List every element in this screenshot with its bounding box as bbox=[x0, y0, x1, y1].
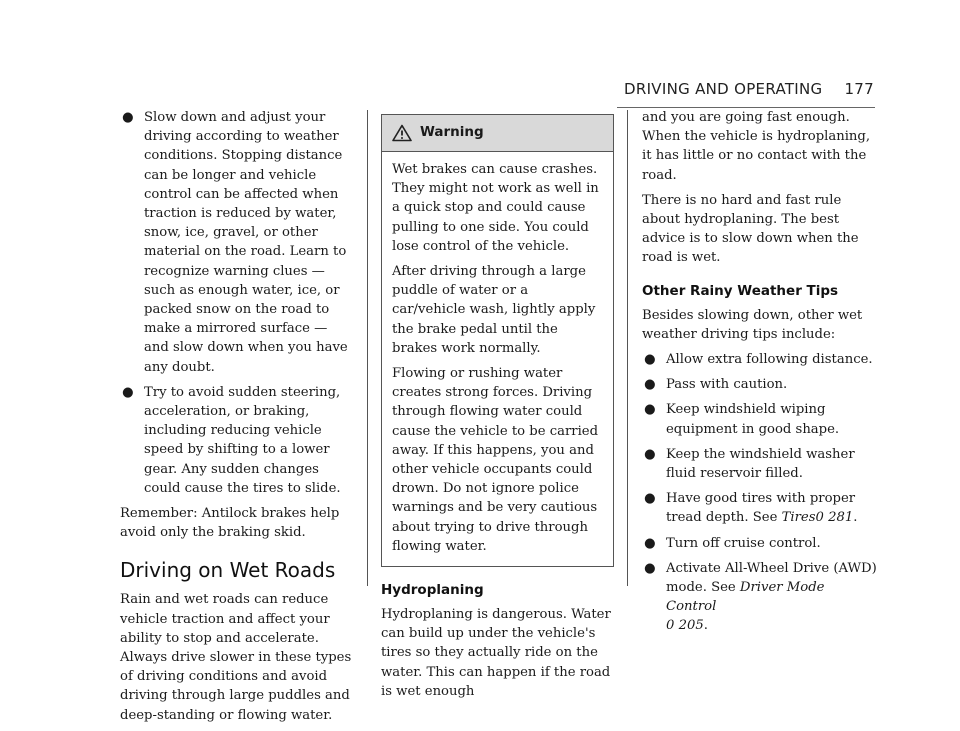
bullet-icon: ● bbox=[122, 110, 134, 125]
body-paragraph: Rain and wet roads can reduce vehicle traction and affect your ability to stop and accelerate. Always drive slower in these types of driving conditions and avoid driving through large puddles and deep-standing or flowing water. bbox=[120, 592, 352, 723]
page-header bbox=[624, 80, 874, 98]
warning-box bbox=[381, 114, 614, 567]
bullet-icon: ● bbox=[644, 446, 656, 462]
list-item: ● Pass with caution. bbox=[642, 375, 878, 394]
bullet-icon: ● bbox=[644, 377, 656, 393]
list-item: ● Activate All-Wheel Drive (AWD) mode. See Driver Mode Control 0 205. bbox=[644, 560, 877, 634]
bullet-icon: ● bbox=[644, 535, 656, 551]
tires-link[interactable]: Tires bbox=[781, 510, 816, 526]
intro-paragraph: Besides slowing down, other wet weather driving tips include: bbox=[642, 307, 863, 342]
column-2 bbox=[381, 108, 614, 707]
section-title: DRIVING AND OPERATING bbox=[624, 80, 823, 98]
column-3 bbox=[642, 108, 878, 642]
bullet-icon: ● bbox=[122, 384, 134, 400]
page-number: 177 bbox=[844, 80, 874, 98]
list-item: ● Keep windshield wiping equipment in good shape. bbox=[644, 402, 840, 437]
list-item: ● Slow down and adjust your driving according to weather conditions. Stopping distance can be longer and vehicle control can be affected when traction is reduced by water, snow, ice, gravel, or other material on the road. Learn to recognize warning clues — such as enough water, ice, or packed snow on the road to make a mirrored surface — and slow down when you have any doubt. bbox=[122, 110, 348, 375]
section-heading: Driving on Wet Roads bbox=[120, 558, 336, 583]
driver-mode-control-link[interactable]: Driver Mode Control bbox=[666, 580, 825, 615]
list-item: ● Turn off cruise control. bbox=[642, 534, 878, 553]
bullet-icon: ● bbox=[644, 402, 656, 418]
remember-note: Remember: Antilock brakes help avoid only the braking skid. bbox=[120, 506, 340, 541]
body-paragraph: There is no hard and fast rule about hydroplaning. The best advice is to slow down when the road is wet. bbox=[642, 192, 859, 266]
warning-title: Warning bbox=[420, 124, 484, 141]
bullet-list bbox=[120, 108, 356, 498]
column-1 bbox=[120, 108, 356, 731]
section-heading: Other Rainy Weather Tips bbox=[642, 282, 839, 299]
bullet-list bbox=[642, 350, 878, 636]
warning-paragraph: Wet brakes can cause crashes. They might not work as well in a quick stop and could cause pulling to one side. You could lose control of the vehicle. bbox=[392, 162, 599, 254]
bullet-icon: ● bbox=[644, 491, 656, 507]
warning-triangle-icon bbox=[392, 124, 412, 142]
list-item: ● Try to avoid sudden steering, acceleration, or braking, including reducing vehicle speed by shifting to a lower gear. Any sudden changes could cause the tires to slide. bbox=[122, 384, 341, 496]
bullet-icon: ● bbox=[644, 352, 656, 368]
warning-paragraph: Flowing or rushing water creates strong forces. Driving through flowing water could cause the vehicle to be carried away. If this happens, you and other vehicle occupants could drown. Do not ignore police warnings and be very cautious about trying to drive through flowing water. bbox=[392, 366, 599, 554]
column-divider-1 bbox=[367, 110, 368, 586]
section-heading: Hydroplaning bbox=[381, 582, 484, 599]
warning-paragraph: After driving through a large puddle of water or a car/vehicle wash, lightly apply the brake pedal until the brakes work normally. bbox=[392, 264, 596, 356]
column-divider-2 bbox=[627, 110, 628, 586]
warning-header bbox=[382, 115, 613, 152]
list-item: ● Allow extra following distance. bbox=[642, 350, 878, 369]
list-item: ● Keep the windshield washer fluid reservoir filled. bbox=[644, 446, 855, 482]
page-reference[interactable]: 0 205 bbox=[666, 618, 704, 634]
list-item: ● Have good tires with proper tread depth. See Tires0 281. bbox=[644, 491, 858, 526]
page-reference[interactable]: 0 281 bbox=[815, 510, 854, 526]
body-paragraph: and you are going fast enough. When the vehicle is hydroplaning, it has little or no contact with the road. bbox=[642, 110, 871, 183]
body-paragraph: Hydroplaning is dangerous. Water can build up under the vehicle's tires so they actually ride on the water. This can happen if the road is wet enough bbox=[381, 607, 611, 699]
bullet-icon: ● bbox=[644, 560, 656, 576]
warning-body bbox=[382, 152, 613, 566]
